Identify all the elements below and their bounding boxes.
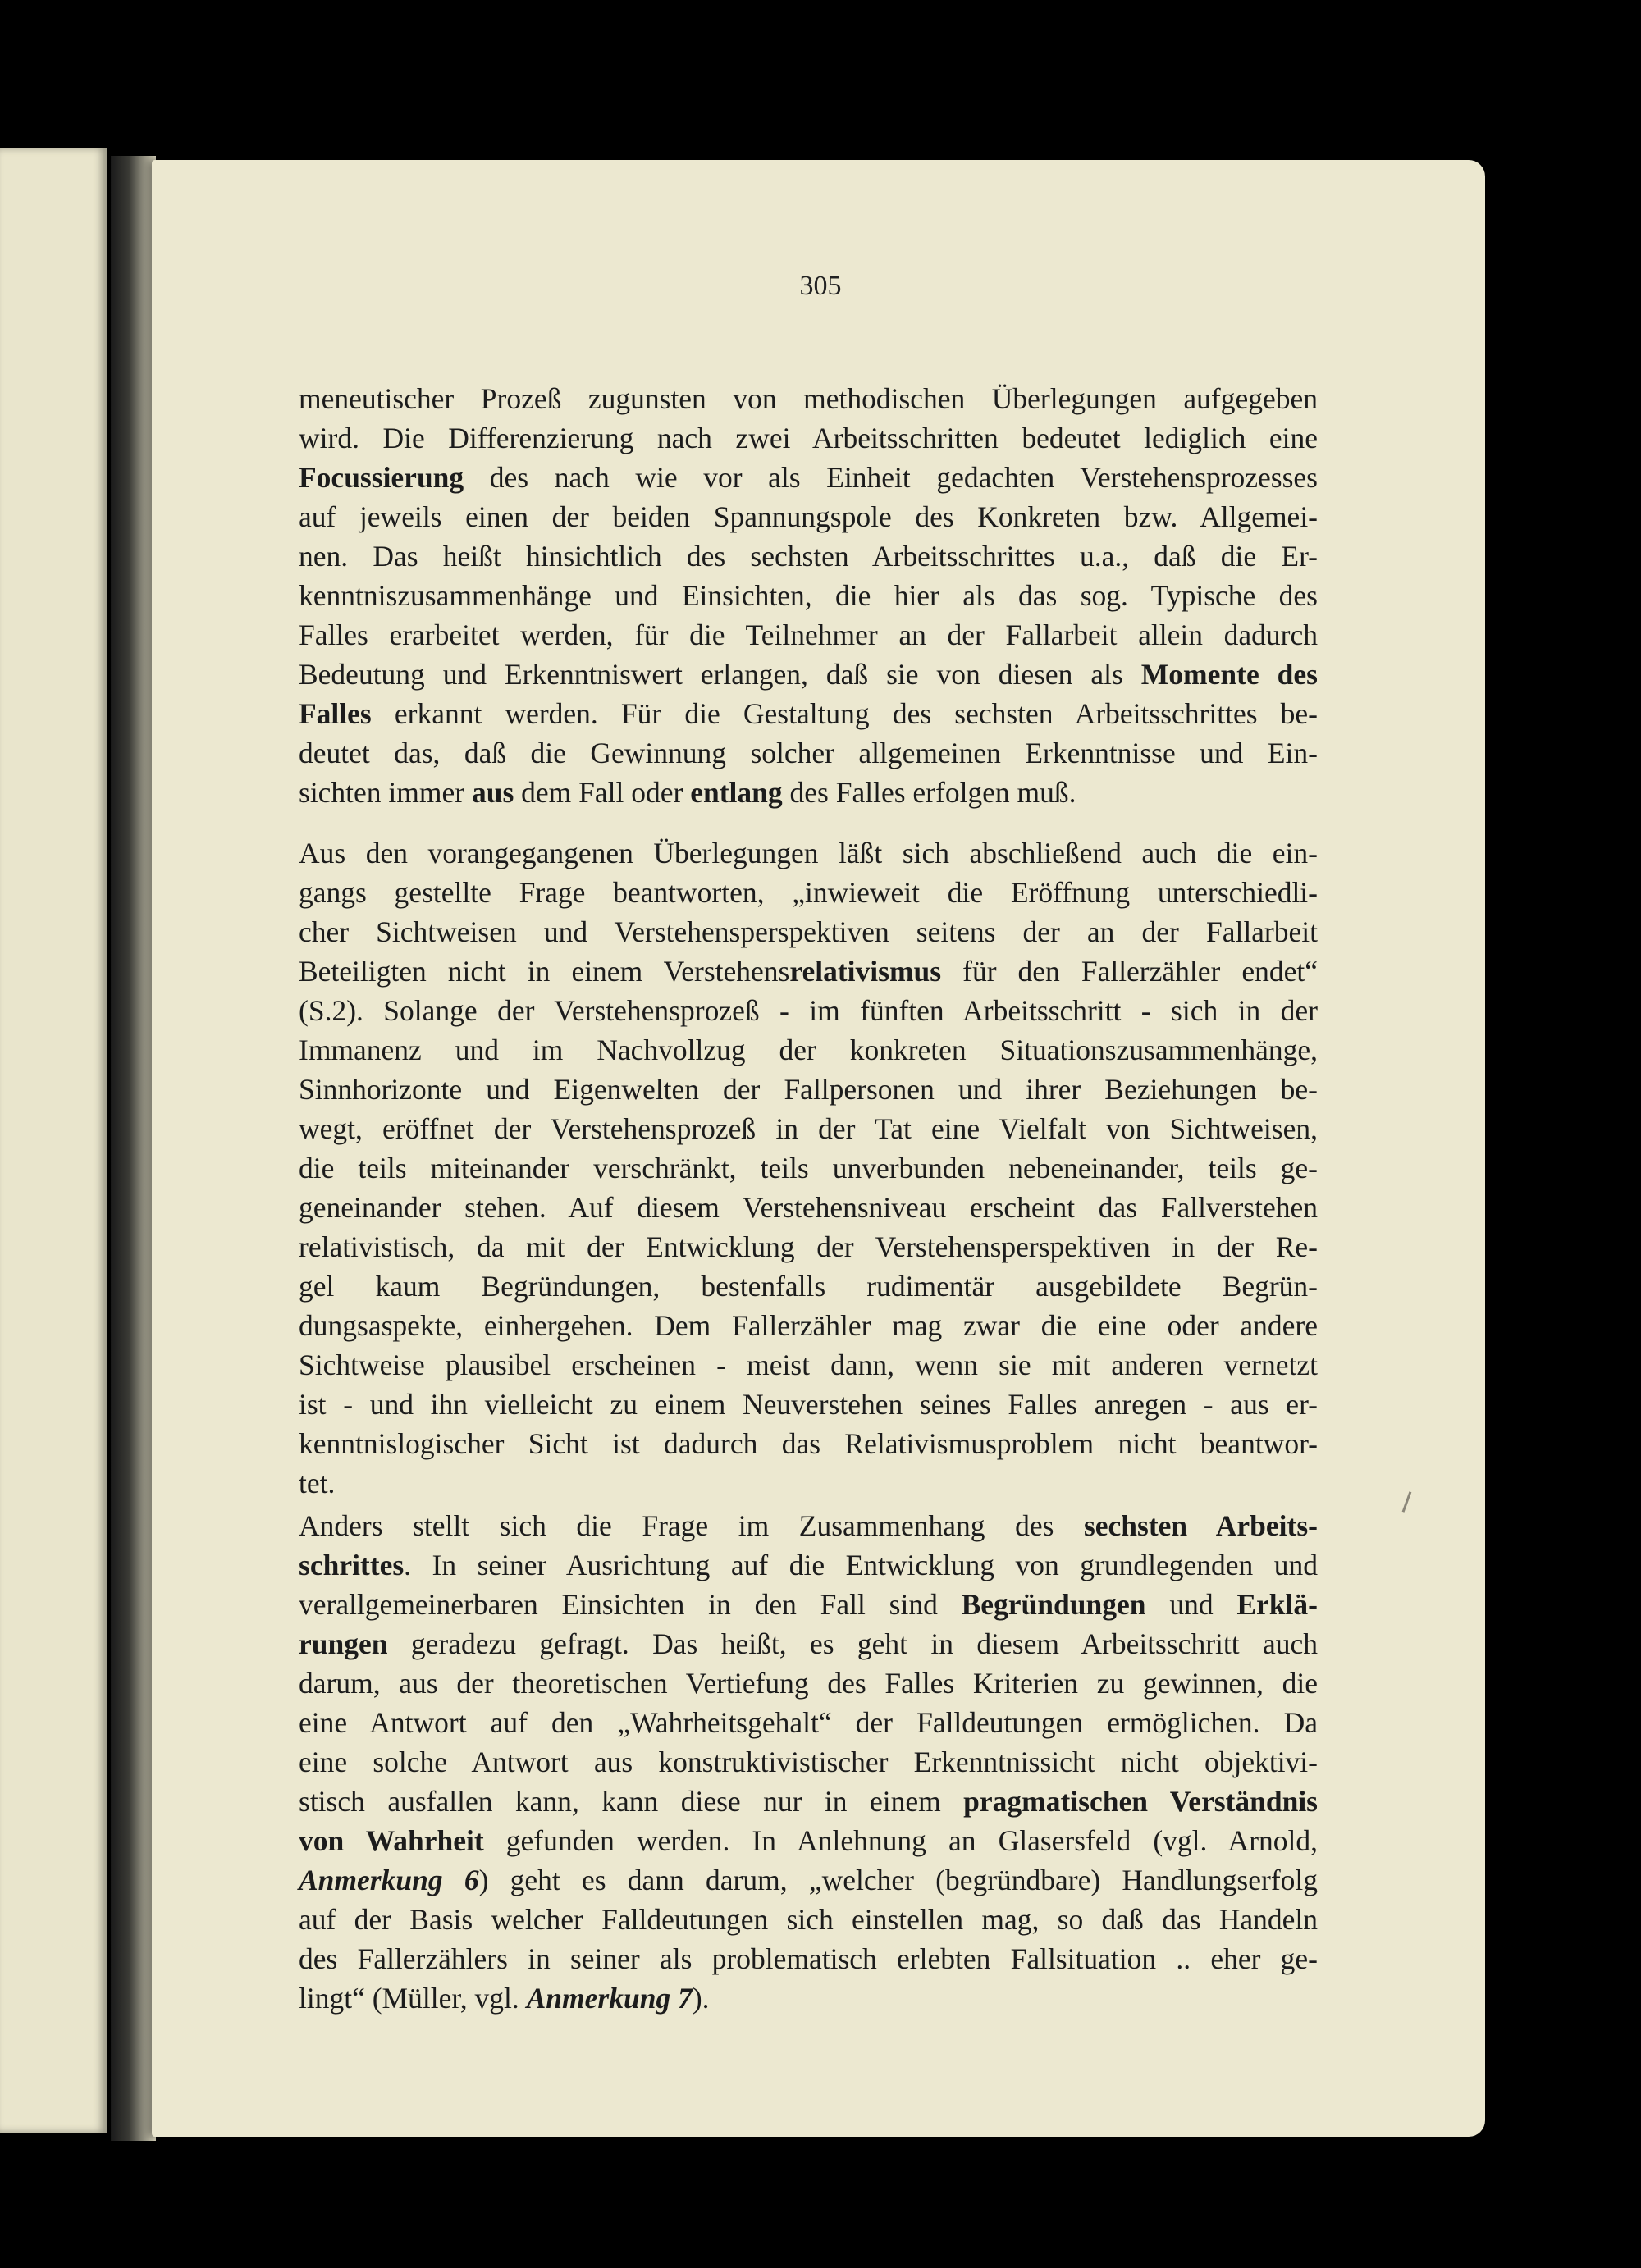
page-gutter: [111, 156, 156, 2141]
text-line: (S.2). Solange der Verstehensprozeß - im fünften Arbeitsschritt - sich in der: [299, 994, 1318, 1027]
text-line: wird. Die Differenzierung nach zwei Arbeitsschritten bedeutet lediglich eine: [299, 422, 1318, 454]
text-line: kenntniszusammenhänge und Einsichten, die hier als das sog. Typische des: [299, 579, 1318, 612]
text-line: deutet das, daß die Gewinnung solcher allgemeinen Erkenntnisse und Ein-: [299, 737, 1318, 769]
text-line: stisch ausfallen kann, kann diese nur in einem pragmatischen Verständnis: [299, 1785, 1318, 1818]
emphasis: Focussierung: [299, 461, 464, 494]
text-line: darum, aus der theoretischen Vertiefung des Falles Kriterien zu gewinnen, die: [299, 1667, 1318, 1700]
text-line: Falles erarbeitet werden, für die Teilnehmer an der Fallarbeit allein dadurch: [299, 618, 1318, 651]
paragraph-2: [299, 833, 1318, 1503]
left-page-edge: [0, 148, 107, 2133]
text-line: gel kaum Begründungen, bestenfalls rudimentär ausgebildete Begrün-: [299, 1270, 1318, 1303]
emphasis: Erklä-: [1236, 1588, 1318, 1621]
page-number: 305: [799, 271, 842, 301]
emphasis: aus: [471, 776, 514, 809]
text-line: tet.: [299, 1467, 336, 1499]
text-line: Sinnhorizonte und Eigenwelten der Fallpersonen und ihrer Beziehungen be-: [299, 1073, 1318, 1106]
text-line: Bedeutung und Erkenntniswert erlangen, daß sie von diesen als Momente des: [299, 658, 1318, 691]
text-line: eine Antwort auf den „Wahrheitsgehalt“ der Falldeutungen ermöglichen. Da: [299, 1706, 1318, 1739]
text-line: auf jeweils einen der beiden Spannungspole des Konkreten bzw. Allgemei-: [299, 500, 1318, 533]
text-line: geneinander stehen. Auf diesem Verstehensniveau erscheint das Fallverstehen: [299, 1191, 1318, 1224]
text-line: ist - und ihn vielleicht zu einem Neuverstehen seines Falles anregen - aus er-: [299, 1388, 1318, 1421]
text-line: kenntnislogischer Sicht ist dadurch das Relativismusproblem nicht beantwor-: [299, 1427, 1318, 1460]
text-line: lingt“ (Müller, vgl. Anmerkung 7).: [299, 1982, 710, 2015]
paragraph-3: [299, 1506, 1318, 2018]
text-line: meneutischer Prozeß zugunsten von methodischen Überlegungen aufgegeben: [299, 382, 1318, 415]
text-line: Anmerkung 6) geht es dann darum, „welcher (begründbare) Handlungserfolg: [299, 1864, 1319, 1896]
emphasis: Falles: [299, 697, 372, 730]
text-line: Immanenz und im Nachvollzug der konkreten Situationszusammenhänge,: [299, 1034, 1318, 1066]
text-line: eine solche Antwort aus konstruktivistischer Erkenntnissicht nicht objektivi-: [299, 1745, 1318, 1778]
text-line: des Fallerzählers in seiner als problematisch erlebten Fallsituation .. eher ge-: [299, 1942, 1318, 1975]
text-line: gangs gestellte Frage beantworten, „inwieweit die Eröffnung unterschiedli-: [299, 876, 1318, 909]
emphasis: relativismus: [789, 955, 942, 988]
text-line: Anders stellt sich die Frage im Zusammenhang des sechsten Arbeits-: [299, 1509, 1318, 1542]
text-line: die teils miteinander verschränkt, teils unverbunden nebeneinander, teils ge-: [299, 1152, 1318, 1184]
emphasis: von Wahrheit: [299, 1824, 484, 1857]
text-line: schrittes. In seiner Ausrichtung auf die Entwicklung von grundlegenden und: [299, 1549, 1318, 1581]
text-line: cher Sichtweisen und Verstehensperspektiven seitens der an der Fallarbeit: [299, 915, 1318, 948]
emphasis: sechsten Arbeits-: [1083, 1509, 1318, 1542]
text-line: Beteiligten nicht in einem Verstehensrelativismus für den Fallerzähler endet“: [299, 955, 1318, 988]
text-line: sichten immer aus dem Fall oder entlang des Falles erfolgen muß.: [299, 776, 1076, 809]
text-line: dungsaspekte, einhergehen. Dem Fallerzähler mag zwar die eine oder andere: [299, 1309, 1318, 1342]
text-line: verallgemeinerbaren Einsichten in den Fall sind Begründungen und Erklä-: [299, 1588, 1318, 1621]
emphasis-italic: Anmerkung 7: [526, 1982, 693, 2015]
text-line: wegt, eröffnet der Verstehensprozeß in der Tat eine Vielfalt von Sichtweisen,: [299, 1112, 1318, 1145]
emphasis: Momente des: [1140, 658, 1318, 691]
emphasis: schrittes: [299, 1549, 405, 1581]
emphasis: pragmatischen Verständnis: [963, 1785, 1318, 1818]
text-line: von Wahrheit gefunden werden. In Anlehnung an Glasersfeld (vgl. Arnold,: [299, 1824, 1319, 1857]
text-line: nen. Das heißt hinsichtlich des sechsten Arbeitsschrittes u.a., daß die Er-: [299, 540, 1318, 573]
text-line: auf der Basis welcher Falldeutungen sich einstellen mag, so daß das Handeln: [299, 1903, 1318, 1936]
emphasis-italic: Anmerkung 6: [299, 1864, 479, 1896]
emphasis: Begründungen: [961, 1588, 1146, 1621]
text-line: Aus den vorangegangenen Überlegungen läßt sich abschließend auch die ein-: [299, 837, 1318, 869]
paragraph-1: [299, 379, 1318, 812]
emphasis: entlang: [690, 776, 783, 809]
text-line: rungen geradezu gefragt. Das heißt, es geht in diesem Arbeitsschritt auch: [299, 1627, 1318, 1660]
text-line: Focussierung des nach wie vor als Einheit gedachten Verstehensprozesses: [299, 461, 1318, 494]
text-line: Falles erkannt werden. Für die Gestaltung des sechsten Arbeitsschrittes be-: [299, 697, 1318, 730]
emphasis: rungen: [299, 1627, 388, 1660]
text-line: relativistisch, da mit der Entwicklung der Verstehensperspektiven in der Re-: [299, 1230, 1318, 1263]
text-line: Sichtweise plausibel erscheinen - meist dann, wenn sie mit anderen vernetzt: [299, 1348, 1318, 1381]
